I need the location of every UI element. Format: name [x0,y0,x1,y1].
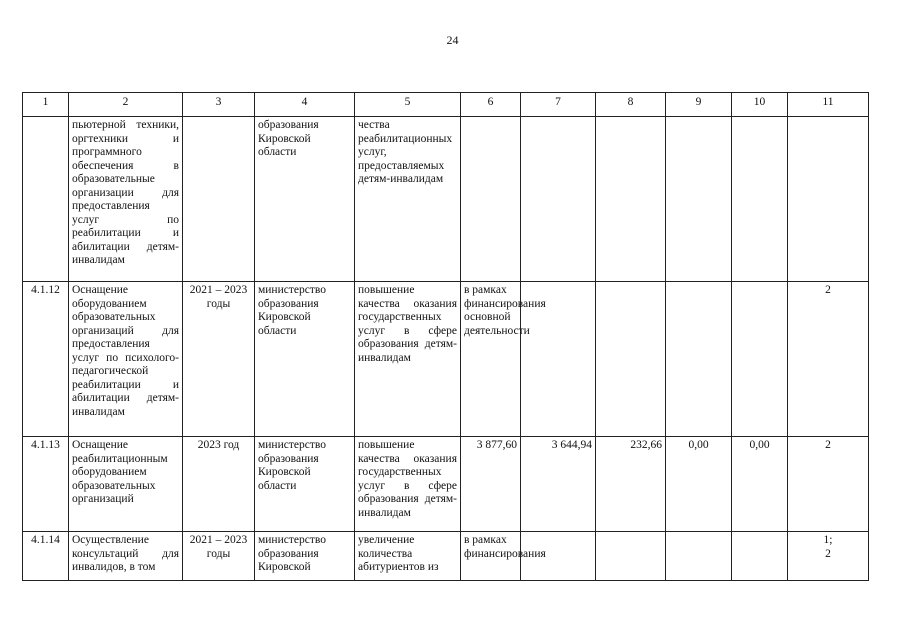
cell-value-11: 2 [788,437,869,532]
header-col-3: 3 [183,93,255,117]
table-row [23,117,869,282]
cell-value-8 [596,117,666,282]
cell-value-8: 232,66 [596,437,666,532]
cell-value-6: в рамках финансирования [461,532,521,581]
header-col-2: 2 [69,93,183,117]
cell-value-10 [732,282,788,437]
cell-value-10 [732,117,788,282]
table-row [23,532,869,581]
header-col-11: 11 [788,93,869,117]
cell-result: чества реабилитационных услуг, предоставляемых детям-инвалидам [355,117,461,282]
cell-value-6: в рамках финансирования основной деятельности [461,282,521,437]
cell-value-9 [666,282,732,437]
header-col-4: 4 [255,93,355,117]
cell-measure: Оснащение оборудованием образовательных организаций для предоставления услуг по психолого-педагогической реабилитации и абилитации детям-инвалидам [69,282,183,437]
cell-value-6: 3 877,60 [461,437,521,532]
cell-period: 2023 год [183,437,255,532]
header-col-5: 5 [355,93,461,117]
cell-executor: образования Кировской области [255,117,355,282]
cell-executor: министерство образования Кировской области [255,437,355,532]
cell-value-10 [732,532,788,581]
measures-table [22,92,869,581]
header-col-7: 7 [521,93,596,117]
cell-number: 4.1.13 [23,437,69,532]
table-row [23,437,869,532]
cell-executor: министерство образования Кировской области [255,282,355,437]
cell-value-11: 1; 2 [788,532,869,581]
cell-period: 2021 – 2023 годы [183,282,255,437]
header-row [23,93,869,117]
cell-number [23,117,69,282]
cell-executor: министерство образования Кировской [255,532,355,581]
cell-number: 4.1.14 [23,532,69,581]
header-col-9: 9 [666,93,732,117]
cell-value-8 [596,282,666,437]
cell-result: увеличение количества абитуриентов из [355,532,461,581]
header-col-8: 8 [596,93,666,117]
cell-value-8 [596,532,666,581]
cell-value-6 [461,117,521,282]
cell-number: 4.1.12 [23,282,69,437]
cell-value-7 [521,117,596,282]
cell-value-9: 0,00 [666,437,732,532]
header-col-1: 1 [23,93,69,117]
cell-value-11 [788,117,869,282]
header-col-10: 10 [732,93,788,117]
cell-result: повышение качества оказания государственных услуг в сфере образования детям-инвалидам [355,282,461,437]
header-col-6: 6 [461,93,521,117]
cell-measure: Осуществление консультаций для инвалидов, в том [69,532,183,581]
cell-value-9 [666,532,732,581]
cell-value-7: 3 644,94 [521,437,596,532]
cell-period: 2021 – 2023 годы [183,532,255,581]
cell-measure: Оснащение реабилитационным оборудованием образовательных организаций [69,437,183,532]
cell-value-11: 2 [788,282,869,437]
cell-result: повышение качества оказания государственных услуг в сфере образования детям-инвалидам [355,437,461,532]
page-number: 24 [446,33,459,47]
table-row [23,282,869,437]
cell-value-9 [666,117,732,282]
cell-period [183,117,255,282]
cell-measure: пьютерной техники, оргтехники и программного обеспечения в образовательные организации для предоставления услуг по реабилитации и абилитации детям-инвалидам [69,117,183,282]
cell-value-10: 0,00 [732,437,788,532]
